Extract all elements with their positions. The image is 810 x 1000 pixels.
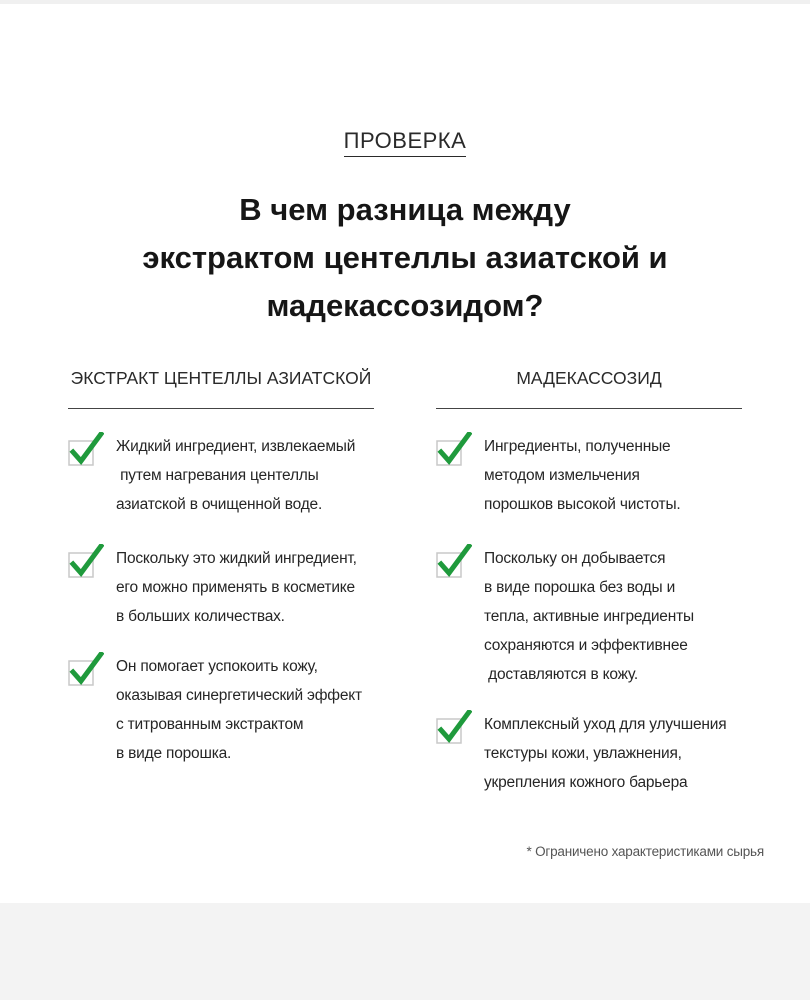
right-column-title: МАДЕКАССОЗИД bbox=[516, 368, 662, 388]
title-line-1: В чем разница между bbox=[239, 192, 571, 227]
footnote: * Ограничено характеристиками сырья bbox=[526, 844, 764, 859]
page-title bbox=[0, 186, 810, 330]
title-line-2: экстрактом центеллы азиатской и bbox=[142, 240, 668, 275]
checkbox-check-icon bbox=[436, 432, 472, 468]
checkbox-check-icon bbox=[436, 710, 472, 746]
left-column-title: ЭКСТРАКТ ЦЕНТЕЛЛЫ АЗИАТСКОЙ bbox=[70, 368, 372, 388]
checkbox-check-icon bbox=[436, 544, 472, 580]
right-item-3-text: Комплексный уход для улучшения текстуры кожи, увлажнения, укрепления кожного барьера bbox=[484, 716, 727, 791]
eyebrow-label bbox=[0, 128, 810, 154]
eyebrow-text: ПРОВЕРКА bbox=[344, 128, 467, 157]
checkbox-check-icon bbox=[68, 544, 104, 580]
right-item-2-text: Поскольку он добывается в виде порошка без воды и тепла, активные ингредиенты сохраняются и эффективнее доставляются в кожу. bbox=[484, 550, 694, 683]
checkbox-check-icon bbox=[68, 432, 104, 468]
right-item-1-text: Ингредиенты, полученные методом измельчения порошков высокой чистоты. bbox=[484, 438, 681, 513]
left-item-2-text: Поскольку это жидкий ингредиент, его можно применять в косметике в больших количествах. bbox=[116, 550, 357, 625]
top-strip bbox=[0, 0, 810, 4]
checkbox-check-icon bbox=[68, 652, 104, 688]
title-line-3: мадекассозидом? bbox=[266, 288, 544, 323]
left-column-divider bbox=[68, 408, 374, 409]
left-item-1-text: Жидкий ингредиент, извлекаемый путем нагревания центеллы азиатской в очищенной воде. bbox=[116, 438, 356, 513]
right-column-divider bbox=[436, 408, 742, 409]
left-item-3-text: Он помогает успокоить кожу, оказывая синергетический эффект с титрованным экстрактом в виде порошка. bbox=[116, 658, 362, 762]
